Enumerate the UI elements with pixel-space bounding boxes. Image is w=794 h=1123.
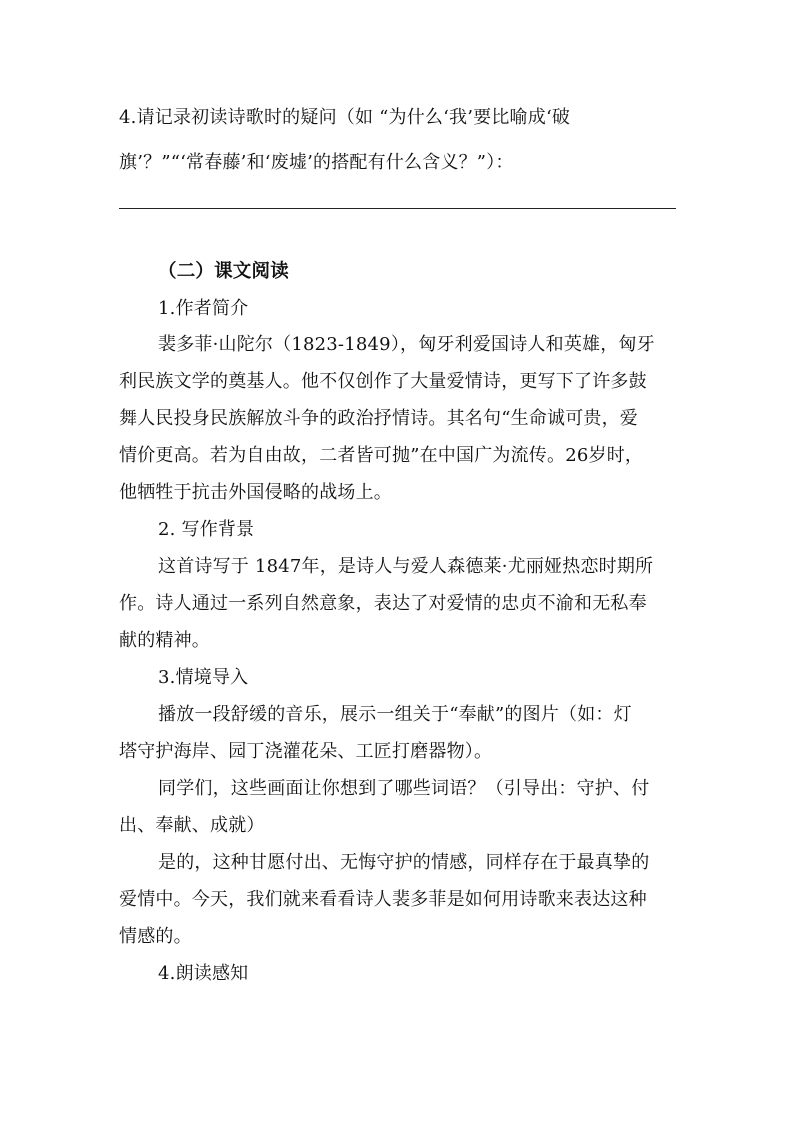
author-line: 裴多菲·山陀尔（1823-1849），匈牙利爱国诗人和英雄，匈牙 <box>158 334 655 355</box>
reading-heading: 4.朗读感知 <box>158 963 249 984</box>
answer-line[interactable] <box>119 208 676 209</box>
background-line: 这首诗写于 1847年，是诗人与爱人森德莱·尤丽娅热恋时期所 <box>158 556 654 577</box>
intro-p1-line: 播放一段舒缓的音乐，展示一组关于“奉献”的图片（如：灯 <box>158 704 632 725</box>
question4-line2: 旗’？”“‘常春藤’和‘废墟’的搭配有什么含义？”）： <box>119 152 514 173</box>
intro-p2-line: 出、奉献、成就） <box>119 815 265 836</box>
intro-p3-line: 情感的。 <box>119 926 192 947</box>
background-heading: 2. 写作背景 <box>158 519 255 540</box>
intro-p3-line: 爱情中。今天，我们就来看看诗人裴多菲是如何用诗歌来表达这种 <box>119 889 647 910</box>
author-line: 利民族文学的奠基人。他不仅创作了大量爱情诗，更写下了许多鼓 <box>119 371 647 392</box>
question4-line1: 4.请记录初读诗歌时的疑问（如 “为什么‘我’要比喻成‘破 <box>119 107 571 128</box>
author-heading: 1.作者简介 <box>158 298 249 319</box>
author-line: 他牺牲于抗击外国侵略的战场上。 <box>119 482 392 503</box>
intro-p3-line: 是的，这种甘愿付出、无悔守护的情感，同样存在于最真挚的 <box>158 852 650 873</box>
intro-p2-line: 同学们，这些画面让你想到了哪些词语？（引导出：守护、付 <box>158 778 650 799</box>
author-line: 舞人民投身民族解放斗争的政治抒情诗。其名句“生命诚可贵，爱 <box>119 408 638 429</box>
intro-heading: 3.情境导入 <box>158 667 249 688</box>
background-line: 献的精神。 <box>119 630 210 651</box>
intro-p1-line: 塔守护海岸、园丁浇灌花朵、工匠打磨器物）。 <box>119 741 493 762</box>
background-line: 作。诗人通过一系列自然意象，表达了对爱情的忠贞不渝和无私奉 <box>119 593 647 614</box>
section-title: （二）课文阅读 <box>158 261 289 282</box>
author-line: 情价更高。若为自由故，二者皆可抛”在中国广为流传。26岁时， <box>119 445 644 466</box>
